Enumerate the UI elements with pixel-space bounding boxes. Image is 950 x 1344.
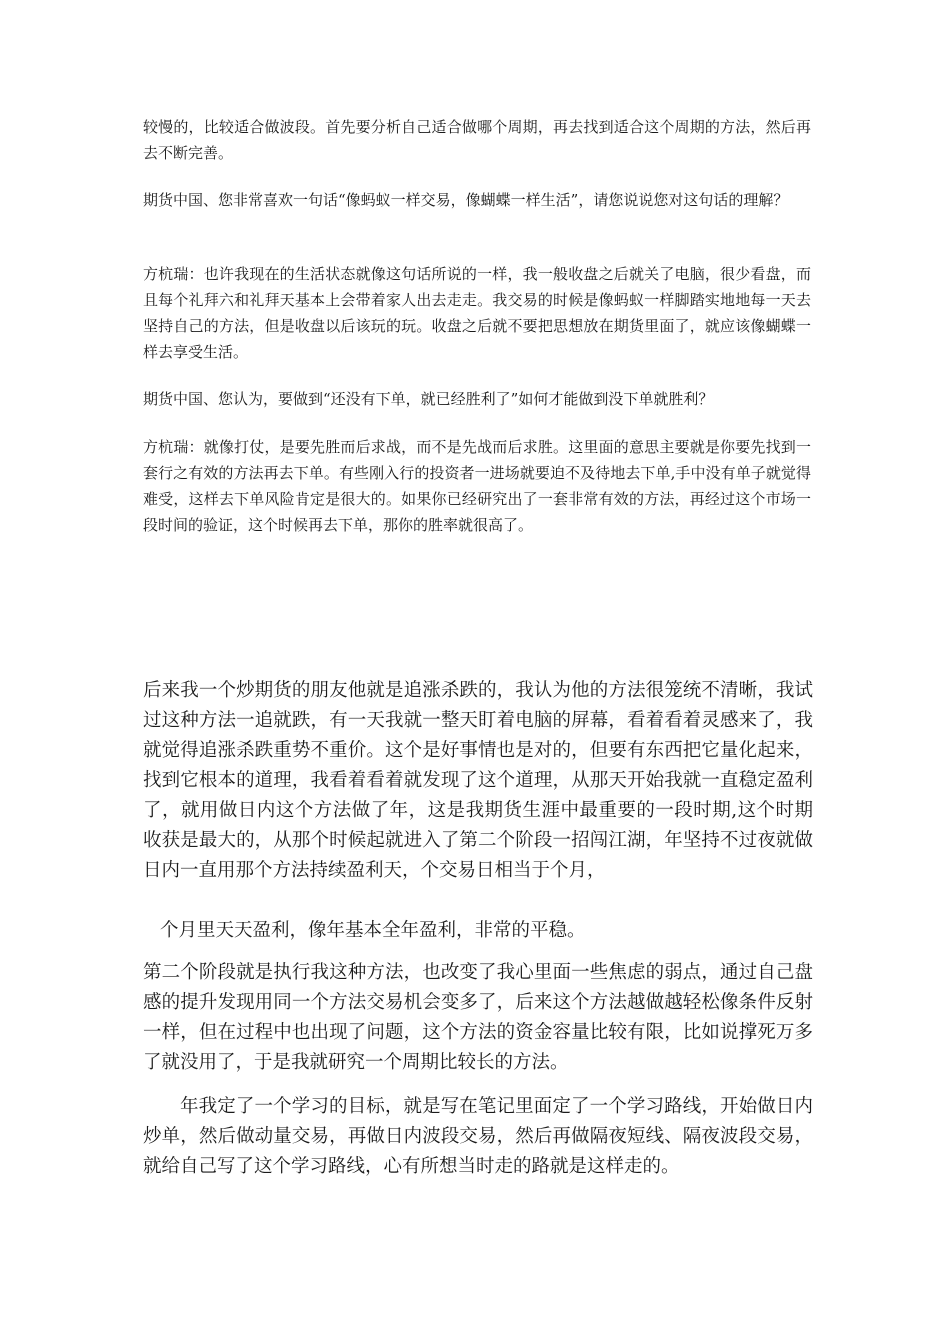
interview-answer-1: 方杭瑞：也许我现在的生活状态就像这句话所说的一样，我一般收盘之后就关了电脑，很少看盘，而且每个礼拜六和礼拜天基本上会带着家人出去走走。我交易的时候是像蚂蚁一样脚踏实地地每一天去坚持自己的方法，但是收盘以后该玩的玩。收盘之后就不要把思想放在期货里面了，就应该像蝴蝶一样去享受生活。: [143, 265, 811, 361]
interview-answer-2: 方杭瑞：就像打仗，是要先胜而后求战，而不是先战而后求胜。这里面的意思主要就是你要先找到一套行之有效的方法再去下单。有些刚入行的投资者一进场就要迫不及待地去下单,手中没有单子就觉得难受，这样去下单风险肯定是很大的。如果你已经研究出了一套非常有效的方法，再经过这个市场一段时间的验证，这个时候再去下单，那你的胜率就很高了。: [143, 438, 811, 534]
interview-question-1: 期货中国、您非常喜欢一句话“像蚂蚁一样交易，像蝴蝶一样生活”，请您说说您对这句话的理解？: [143, 191, 789, 209]
story-paragraph-2: 第二个阶段就是执行我这种方法，也改变了我心里面一些焦虑的弱点，通过自己盘感的提升发现用同一个方法交易机会变多了，后来这个方法越做越轻松像条件反射一样，但在过程中也出现了问题，这个方法的资金容量比较有限，比如说撑死万多了就没用了，于是我就研究一个周期比较长的方法。: [143, 962, 813, 1073]
story-paragraph-1-continued: 个月里天天盈利，像年基本全年盈利，非常的平稳。: [160, 920, 586, 941]
story-paragraph-3: 年我定了一个学习的目标，就是写在笔记里面定了一个学习路线，开始做日内炒单，然后做动量交易，再做日内波段交易，然后再做隔夜短线、隔夜波段交易，就给自己写了这个学习路线，心有所想当时走的路就是这样走的。: [143, 1096, 813, 1177]
interview-paragraph-intro: 较慢的，比较适合做波段。首先要分析自己适合做哪个周期，再去找到适合这个周期的方法，然后再去不断完善。: [143, 118, 811, 162]
story-paragraph-1: 后来我一个炒期货的朋友他就是追涨杀跌的，我认为他的方法很笼统不清晰，我试过这种方法一追就跌，有一天我就一整天盯着电脑的屏幕，看着看着灵感来了，我就觉得追涨杀跌重势不重价。这个是好事情也是对的，但要有东西把它量化起来，找到它根本的道理，我看着看着就发现了这个道理，从那天开始我就一直稳定盈利了，就用做日内这个方法做了年，这是我期货生涯中最重要的一段时期,这个时期收获是最大的，从那个时候起就进入了第二个阶段一招闯江湖，年坚持不过夜就做日内一直用那个方法持续盈利天，个交易日相当于个月，: [143, 680, 813, 881]
interview-question-2: 期货中国、您认为，要做到“还没有下单，就已经胜利了”如何才能做到没下单就胜利？: [143, 390, 714, 408]
